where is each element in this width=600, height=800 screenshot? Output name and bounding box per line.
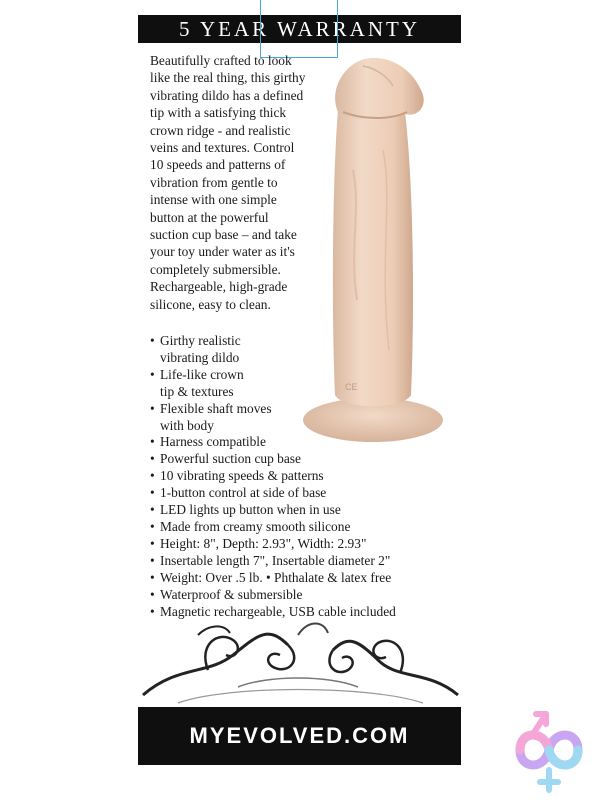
feature-item	[150, 553, 460, 570]
bullet-icon: •	[150, 366, 155, 382]
bullet-icon: •	[150, 569, 155, 585]
bullet-icon: •	[150, 333, 155, 348]
feature-item	[150, 502, 460, 519]
bullet-icon: •	[150, 603, 155, 619]
feature-text: Waterproof & submersible	[160, 586, 303, 602]
bullet-icon: •	[150, 451, 155, 467]
website-banner	[138, 707, 461, 765]
feature-text: 1-button control at side of base	[160, 485, 327, 501]
bullet-icon: •	[150, 434, 155, 450]
bullet-icon: •	[150, 586, 155, 602]
warranty-banner	[138, 15, 461, 43]
feature-text: Powerful suction cup base	[160, 451, 301, 467]
feature-text: Magnetic rechargeable, USB cable included	[160, 603, 396, 619]
bottom-strip	[138, 765, 461, 800]
bullet-icon: •	[150, 518, 155, 534]
feature-text: Made from creamy smooth silicone	[160, 518, 351, 534]
feature-text: Height: 8", Depth: 2.93", Width: 2.93"	[160, 535, 367, 551]
bullet-icon: •	[150, 552, 155, 568]
feature-item	[150, 536, 460, 553]
feature-text: LED lights up button when in use	[160, 502, 341, 518]
feature-item	[150, 451, 460, 468]
feature-text: Insertable length 7", Insertable diameter 2"	[160, 552, 391, 568]
feature-item	[150, 570, 460, 587]
feature-text: Girthy realistic vibrating dildo	[160, 333, 241, 365]
decorative-swirl	[138, 615, 461, 707]
bullet-icon: •	[150, 535, 155, 551]
feature-text: Harness compatible	[160, 434, 266, 450]
feature-text: Weight: Over .5 lb. • Phthalate & latex free	[160, 569, 392, 585]
bullet-icon: •	[150, 400, 155, 416]
product-image	[283, 50, 463, 450]
bullet-icon: •	[150, 468, 155, 484]
bullet-icon: •	[150, 485, 155, 501]
ce-mark: CE	[345, 382, 358, 392]
product-description: Beautifully crafted to look like the real thing, this girthy vibrating dildo has a defined tip with a satisfying thick crown ridge - and realistic veins and textures. Control 10 speeds and patterns of vibration from gentle to intense with one simple button at the powerful suction cup base – and take your toy under water as it's completely submersible. Rechargeable, high-grade silicone, easy to clean.	[150, 53, 306, 312]
feature-text: 10 vibrating speeds & patterns	[160, 468, 324, 484]
website-text[interactable]: MYEVOLVED.COM	[189, 723, 410, 748]
warranty-text: 5 YEAR WARRANTY	[178, 16, 420, 41]
gender-symbol-logo	[500, 700, 598, 798]
feature-item	[150, 485, 460, 502]
feature-text: Flexible shaft moves with body	[160, 400, 272, 433]
feature-item	[150, 519, 460, 536]
bullet-icon: •	[150, 502, 155, 518]
feature-text: Life-like crown tip & textures	[160, 366, 244, 399]
feature-item	[150, 587, 460, 604]
feature-item	[150, 468, 460, 485]
